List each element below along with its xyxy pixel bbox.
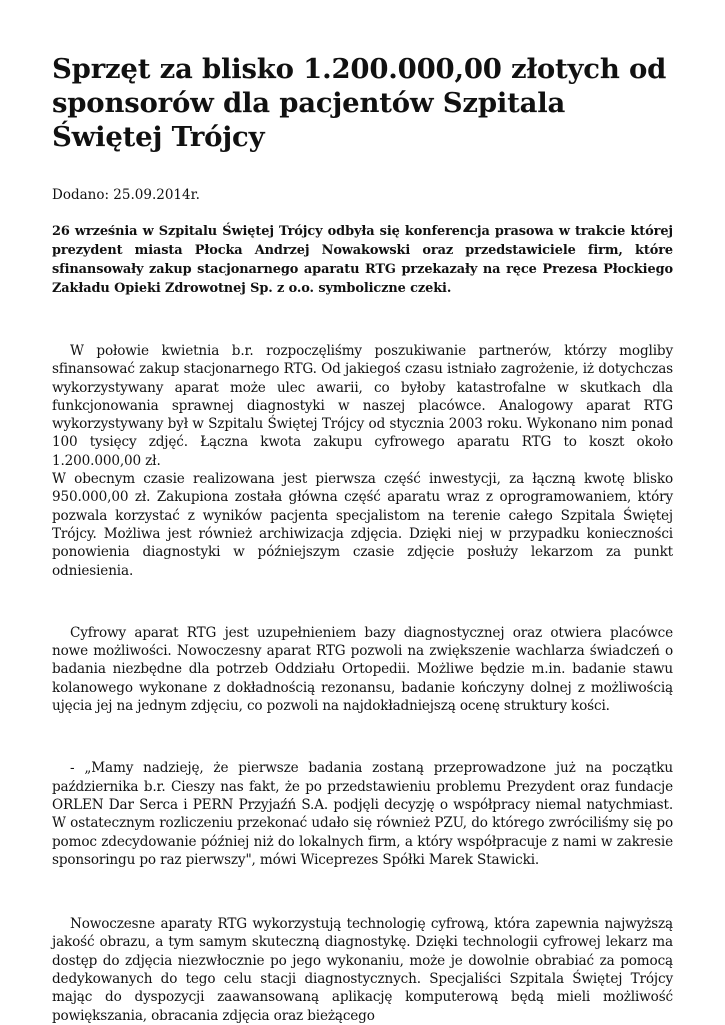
section-1-paragraph-1: W połowie kwietnia b.r. rozpoczęliśmy poszukiwanie partnerów, którzy mogliby sfinansować zakup stacjonarnego RTG. Od jakiegoś czasu istniało zagrożenie, iż dotychczas wykorzystywany aparat może ulec awarii, co byłoby katastrofalne w skutkach dla funkcjonowania sprawnej diagnostyki w naszej placówce. Analogowy aparat RTG wykorzystywany był w Szpitalu Świętej Trójcy od stycznia 2003 roku. Wykonano nim ponad 100 tysięcy zdjęć. Łączna kwota zakupu cyfrowego aparatu RTG to koszt około 1.200.000,00 zł. [52,343,673,469]
section-1 [52,342,673,580]
article-lead: 26 września w Szpitalu Świętej Trójcy odbyła się konferencja prasowa w trakcie której prezydent miasta Płocka Andrzej Nowakowski oraz przedstawiciele firm, które sfinansowały zakup stacjonarnego aparatu RTG przekazały na ręce Prezesa Płockiego Zakładu Opieki Zdrowotnej Sp. z o.o. symboliczne czeki. [52,224,673,296]
article [52,52,673,1025]
section-2-paragraph: Cyfrowy aparat RTG jest uzupełnieniem bazy diagnostycznej oraz otwiera placówce nowe możliwości. Nowoczesny aparat RTG pozwoli na zwiększenie wachlarza świadczeń o badania niezbędne dla potrzeb Oddziału Ortopedii. Możliwe będzie m.in. badanie stawu kolanowego wykonane z dokładnością rezonansu, badanie kończyny dolnej z możliwością ujęcia jej na jednym zdjęciu, co pozwoli na najdokładniejszą ocenę struktury kości. [52,624,673,715]
section-2 [52,624,673,715]
section-4-paragraph: Nowoczesne aparaty RTG wykorzystują technologię cyfrową, która zapewnia najwyższą jakość obrazu, a tym samym skuteczną diagnostykę. Dzięki technologii cyfrowej lekarz ma dostęp do zdjęcia niezwłocznie po jego wykonaniu, może je dowolnie obrabiać za pomocą dedykowanych do tego celu stacji diagnostycznych. Specjaliści Szpitala Świętej Trójcy mając do dyspozycji zaawansowaną aplikację komputerową będą mieli możliwość powiększania, obracania zdjęcia oraz bieżącego [52,916,673,1024]
section-4 [52,915,673,1025]
publish-date: Dodano: 25.09.2014r. [52,187,200,203]
article-title: Sprzęt za blisko 1.200.000,00 złotych od sponsorów dla pacjentów Szpitala Świętej Trójcy [52,53,667,153]
section-3-quote [52,759,673,869]
quote-paragraph: - „Mamy nadzieję, że pierwsze badania zostaną przeprowadzone już na początku października b.r. Cieszy nas fakt, że po przedstawieniu problemu Prezydent oraz fundacje ORLEN Dar Serca i PERN Przyjaźń S.A. podjęli decyzję o współpracy niemal natychmiast. W ostatecznym rozliczeniu przekonać udało się również PZU, do którego zwróciliśmy się po pomoc zdecydowanie później niż do lokalnych firm, a który współpracuje z nami w zakresie sponsoringu po raz pierwszy", mówi Wiceprezes Spółki Marek Stawicki. [52,760,673,868]
section-1-paragraph-2: W obecnym czasie realizowana jest pierwsza część inwestycji, za łączną kwotę blisko 950.000,00 zł. Zakupiona została główna część aparatu wraz z oprogramowaniem, który pozwala korzystać z wyników pacjenta specjalistom na terenie całego Szpitala Świętej Trójcy. Możliwa jest również archiwizacja zdjęcia. Dzięki niej w przypadku konieczności ponowienia diagnostyki w późniejszym czasie zdjęcie posłuży lekarzom za punkt odniesienia. [52,471,673,579]
